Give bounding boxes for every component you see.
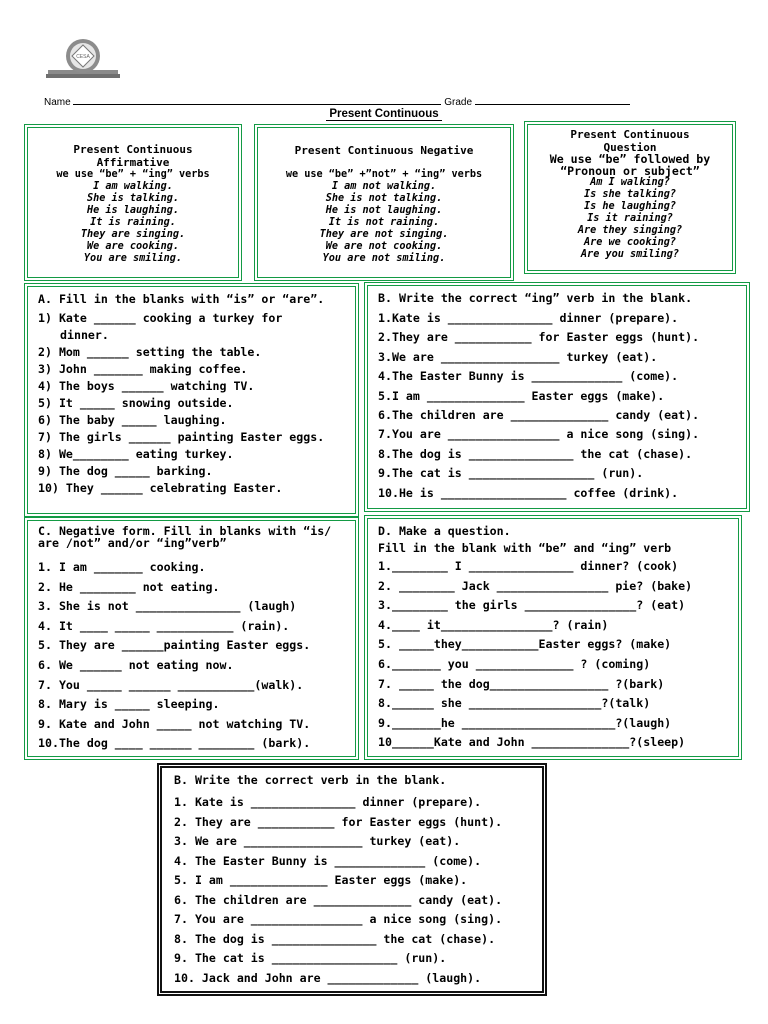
ref-rule: we use “be” + “ing” verbs — [56, 169, 210, 180]
exercise-line[interactable]: 1.________ I _______________ dinner? (cook) — [378, 559, 679, 573]
school-logo — [44, 38, 124, 84]
ref-example: Am I walking? — [590, 177, 670, 188]
exercise-title: B. Write the correct verb in the blank. — [174, 773, 447, 787]
exercise-line[interactable]: 4. It ____ _____ ___________ (rain). — [38, 618, 290, 633]
exercise-line[interactable]: 7. You _____ ______ ___________(walk). — [38, 677, 304, 692]
exercise-line[interactable]: 7.You are ________________ a nice song (sing). — [378, 427, 700, 442]
exercise-line[interactable]: 2) Mom ______ setting the table. — [38, 345, 262, 359]
exercise-b2-box — [157, 763, 547, 996]
exercise-line[interactable]: 10. Jack and John are _____________ (laugh). — [174, 970, 482, 985]
exercise-line[interactable]: 6._______ you ______________ ? (coming) — [378, 656, 651, 671]
exercise-d-box — [364, 515, 742, 760]
ref-heading: Present Continuous Negative — [294, 144, 474, 157]
ref-example: We are cooking. — [86, 241, 179, 252]
ref-example: Are we cooking? — [583, 237, 676, 248]
ref-example: She is not talking. — [325, 192, 443, 204]
exercise-line[interactable]: 8.______ she ___________________?(talk) — [378, 696, 651, 711]
exercise-line[interactable]: 4. The Easter Bunny is _____________ (come). — [174, 853, 482, 868]
ref-box-affirmative — [24, 124, 242, 281]
exercise-line[interactable]: 5.I am ______________ Easter eggs (make). — [378, 388, 665, 403]
name-blank[interactable] — [73, 95, 441, 105]
exercise-line[interactable]: 5) It _____ snowing outside. — [38, 396, 234, 410]
ref-rule: We use “be” followed by “Pronoun or subject” — [549, 152, 711, 178]
ref-example: We are not cooking. — [325, 240, 443, 252]
exercise-subtitle: Fill in the blank with “be” and “ing” verb — [378, 541, 672, 555]
exercise-line[interactable]: 8. The dog is _______________ the cat (chase). — [174, 931, 496, 946]
exercise-line[interactable]: 2. ________ Jack ________________ pie? (bake) — [378, 578, 693, 593]
exercise-line[interactable]: 4) The boys ______ watching TV. — [38, 379, 255, 393]
exercise-b-box — [364, 282, 750, 512]
grade-blank[interactable] — [475, 95, 630, 105]
ref-example: Are you smiling? — [580, 249, 680, 260]
exercise-line[interactable]: 9. Kate and John _____ not watching TV. — [38, 716, 311, 731]
exercise-line[interactable]: 3. She is not _______________ (laugh) — [38, 599, 297, 614]
exercise-line[interactable]: 3.We are _________________ turkey (eat). — [378, 349, 658, 364]
exercise-line[interactable]: 10.He is __________________ coffee (drink). — [378, 485, 679, 500]
exercise-line[interactable]: 3) John _______ making coffee. — [38, 362, 248, 376]
exercise-title: D. Make a question. — [378, 524, 511, 538]
exercise-line[interactable]: 7) The girls ______ painting Easter eggs. — [38, 430, 325, 444]
exercise-line[interactable]: 5. They are ______painting Easter eggs. — [38, 638, 311, 653]
exercise-line[interactable]: 10.The dog ____ ______ ________ (bark). — [38, 736, 311, 751]
exercise-line[interactable]: 10) They ______ celebrating Easter. — [38, 481, 283, 495]
exercise-line[interactable]: 6) The baby _____ laughing. — [38, 413, 227, 427]
exercise-line[interactable]: 7. _____ the dog_________________ ?(bark) — [378, 676, 665, 691]
ref-box-negative — [254, 124, 514, 281]
ref-example: It is raining. — [90, 217, 176, 228]
exercise-line[interactable]: 1. Kate is _______________ dinner (prepare). — [174, 795, 482, 809]
exercise-line[interactable]: 1. I am _______ cooking. — [38, 560, 206, 574]
logo-text: CESA — [76, 54, 90, 60]
exercise-line[interactable]: 4.____ it________________? (rain) — [378, 617, 609, 632]
ref-heading: Present Continuous — [73, 143, 193, 156]
exercise-line[interactable]: 7. You are ________________ a nice song (sing). — [174, 912, 503, 926]
exercise-line[interactable]: 9._______he ______________________?(laugh) — [378, 715, 672, 730]
ref-example: I am walking. — [93, 181, 173, 192]
ref-example: I am not walking. — [331, 180, 437, 192]
ref-box-question — [524, 121, 736, 274]
exercise-c-box — [24, 517, 359, 760]
ref-heading: Affirmative — [96, 155, 170, 169]
ref-example: It is not raining. — [328, 216, 440, 228]
exercise-a-box — [24, 283, 359, 517]
exercise-line[interactable]: 5. _____they___________Easter eggs? (make) — [378, 637, 672, 652]
exercise-line[interactable]: 2.They are ___________ for Easter eggs (hunt). — [378, 330, 700, 345]
exercise-line[interactable]: 9.The cat is __________________ (run). — [378, 466, 644, 481]
exercise-line[interactable]: 6. We ______ not eating now. — [38, 657, 234, 672]
ref-example: Is he laughing? — [583, 201, 676, 212]
ref-example: He is laughing. — [86, 205, 179, 216]
exercise-line[interactable]: 10______Kate and John ______________?(sleep) — [378, 735, 686, 750]
exercise-line[interactable]: 8) We________ eating turkey. — [38, 447, 234, 461]
grade-label: Grade — [444, 97, 473, 108]
exercise-line[interactable]: 8. Mary is _____ sleeping. — [38, 697, 220, 712]
exercise-title: C. Negative form. Fill in blanks with “is/ are /not” and/or “ing”verb” — [38, 524, 332, 550]
ref-example: Are they singing? — [577, 225, 683, 236]
ref-example: Is it raining? — [587, 213, 673, 224]
ref-example: They are singing. — [80, 229, 186, 240]
name-grade-line — [44, 95, 644, 108]
exercise-line[interactable]: 6.The children are ______________ candy (eat). — [378, 408, 700, 423]
exercise-line[interactable]: 1) Kate ______ cooking a turkey for dinner. — [38, 311, 283, 342]
name-label: Name — [44, 97, 71, 108]
ref-heading: Present Continuous — [570, 128, 690, 141]
ref-example: He is not laughing. — [325, 204, 443, 216]
exercise-line[interactable]: 2. He ________ not eating. — [38, 579, 220, 594]
exercise-line[interactable]: 6. The children are ______________ candy (eat). — [174, 892, 503, 907]
ref-example: You are not smiling. — [322, 252, 446, 264]
exercise-line[interactable]: 9. The cat is __________________ (run). — [174, 951, 447, 965]
exercise-line[interactable]: 4.The Easter Bunny is _____________ (come). — [378, 369, 679, 384]
exercise-line[interactable]: 1.Kate is _______________ dinner (prepare). — [378, 311, 679, 325]
ref-heading: Question — [603, 140, 657, 154]
exercise-line[interactable]: 3.________ the girls ________________? (eat) — [378, 598, 686, 613]
exercise-line[interactable]: 2. They are ___________ for Easter eggs (hunt). — [174, 814, 503, 829]
page-title: Present Continuous — [0, 108, 768, 120]
ref-example: You are smiling. — [83, 253, 183, 264]
ref-example: They are not singing. — [319, 228, 449, 240]
exercise-line[interactable]: 3. We are _________________ turkey (eat). — [174, 834, 461, 848]
ref-rule: we use “be” +”not” + “ing” verbs — [285, 168, 483, 180]
exercise-line[interactable]: 5. I am ______________ Easter eggs (make). — [174, 873, 468, 887]
exercise-line[interactable]: 9) The dog _____ barking. — [38, 464, 213, 478]
exercise-line[interactable]: 8.The dog is _______________ the cat (chase). — [378, 446, 693, 461]
ref-example: Is she talking? — [583, 189, 676, 200]
exercise-title: A. Fill in the blanks with “is” or “are”. — [38, 292, 325, 306]
ref-example: She is talking. — [86, 193, 179, 204]
exercise-title: B. Write the correct “ing” verb in the blank. — [378, 291, 693, 305]
